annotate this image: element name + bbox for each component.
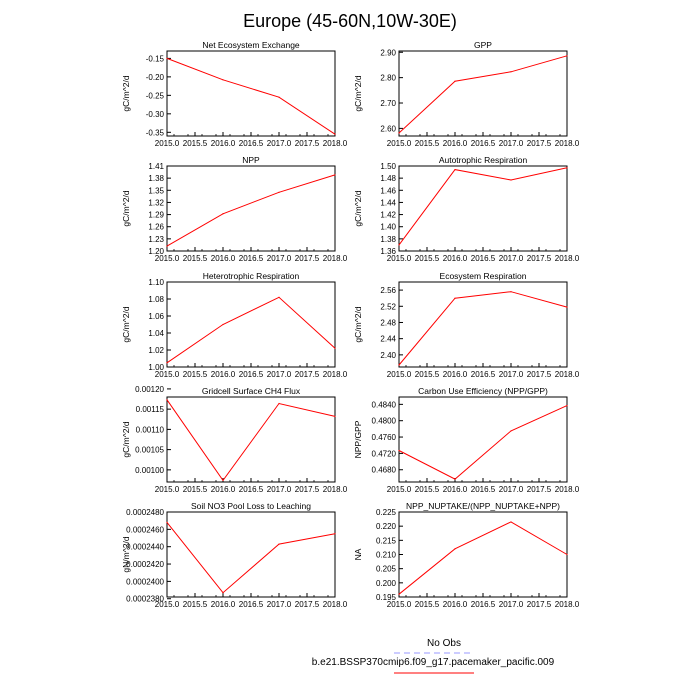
x-tick-label: 2018.0 [554,254,580,263]
y-axis-label: gC/m^2/d [353,190,363,227]
data-point [454,479,455,480]
page-title: Europe (45-60N,10W-30E) [243,11,457,31]
series-line [167,175,335,246]
plot-frame [399,166,567,251]
x-tick-label: 2016.0 [442,600,468,609]
x-tick-label: 2017.5 [526,254,552,263]
x-tick-label: 2018.0 [322,600,348,609]
x-tick-label: 2017.5 [294,370,320,379]
x-tick-label: 2016.5 [470,139,496,148]
chart-panel-2 [353,40,580,148]
x-tick-label: 2015.5 [414,370,440,379]
y-tick-label: 0.00110 [135,425,164,435]
y-tick-label: 1.41 [148,162,164,171]
y-tick-label: 0.00100 [135,465,164,475]
x-tick-label: 2017.0 [498,370,524,379]
legend-model-label: b.e21.BSSP370cmip6.f09_g17.pacemaker_pacific.009 [311,657,555,668]
y-tick-label: 0.210 [375,550,396,560]
x-tick-label: 2015.0 [386,254,412,263]
y-tick-label: 0.220 [375,522,396,532]
y-axis-label: NPP/GPP [353,420,363,459]
series-line [399,406,567,480]
y-tick-label: 0.0002420 [126,560,164,570]
x-tick-label: 2015.5 [182,370,208,379]
panel-title: NPP_NUPTAKE/(NPP_NUPTAKE+NPP) [406,501,560,511]
data-point [510,430,511,431]
data-point [222,480,223,481]
y-tick-label: 0.0002400 [126,577,164,587]
series-line [167,400,335,481]
data-point [334,348,335,349]
x-tick-label: 2018.0 [554,139,580,148]
panel-title: Carbon Use Efficiency (NPP/GPP) [418,386,548,396]
panel-title: Net Ecosystem Exchange [202,40,300,50]
series-line [399,292,567,365]
y-tick-label: -0.20 [145,72,164,82]
x-tick-label: 2017.0 [498,254,524,263]
x-tick-label: 2015.0 [154,254,180,263]
y-tick-label: 0.225 [375,508,396,517]
data-point [454,81,455,82]
y-tick-label: 1.40 [380,222,396,232]
x-tick-label: 2018.0 [554,370,580,379]
x-tick-label: 2016.5 [238,139,264,148]
y-axis-label: NA [353,548,363,561]
y-tick-label: 1.38 [380,234,396,244]
x-tick-label: 2016.5 [238,600,264,609]
chart-panel-1 [121,40,348,148]
plot-frame [399,51,567,136]
y-tick-label: 0.0002380 [126,594,164,604]
y-tick-label: 2.56 [380,286,396,296]
y-axis-label: gC/m^2/d [121,306,131,343]
x-tick-label: 2015.5 [182,254,208,263]
x-tick-label: 2015.0 [154,600,180,609]
data-point [454,169,455,170]
plot-frame [399,512,567,597]
chart-panel-5 [121,271,348,379]
y-tick-label: 1.29 [148,210,164,220]
y-tick-label: 0.00120 [135,384,164,394]
data-point [278,543,279,544]
plot-frame [167,166,335,251]
series-line [399,522,567,594]
data-point [398,594,399,595]
x-tick-label: 2015.0 [154,370,180,379]
x-tick-label: 2018.0 [322,139,348,148]
y-tick-label: 0.195 [375,593,396,602]
x-tick-label: 2015.0 [386,139,412,148]
x-tick-label: 2018.0 [554,485,580,494]
data-point [510,291,511,292]
data-point [510,521,511,522]
y-tick-label: 1.06 [148,312,164,321]
y-tick-label: 0.4720 [371,449,396,459]
x-tick-label: 2018.0 [322,485,348,494]
series-line [167,522,335,592]
x-tick-label: 2017.0 [266,254,292,263]
y-tick-label: 0.205 [375,564,396,574]
x-tick-label: 2016.0 [210,370,236,379]
y-tick-label: 0.4760 [371,433,396,443]
data-point [222,592,223,593]
x-tick-label: 2016.5 [238,485,264,494]
y-tick-label: 2.80 [380,73,396,83]
chart-panel-10 [353,501,580,609]
x-tick-label: 2016.0 [210,485,236,494]
data-point [334,134,335,135]
x-tick-label: 2017.0 [266,370,292,379]
x-tick-label: 2016.5 [470,370,496,379]
chart-panel-6 [353,271,580,379]
y-tick-label: 2.48 [380,318,396,328]
y-tick-label: 2.90 [380,48,396,58]
panel-title: Heterotrophic Respiration [202,271,300,281]
x-tick-label: 2015.0 [154,139,180,148]
x-tick-label: 2017.5 [526,139,552,148]
legend-obs-label: No Obs [427,638,461,649]
y-tick-label: -0.30 [145,109,164,119]
x-tick-label: 2017.0 [266,139,292,148]
y-tick-label: 1.48 [380,174,396,184]
legend [312,638,555,673]
y-tick-label: 0.200 [375,578,396,588]
y-tick-label: 0.4840 [371,400,396,410]
x-tick-label: 2015.5 [182,600,208,609]
y-tick-label: 1.20 [148,247,164,256]
data-point [566,405,567,406]
x-tick-label: 2015.5 [414,254,440,263]
panel-title: Gridcell Surface CH4 Flux [201,386,301,396]
x-tick-label: 2016.0 [442,370,468,379]
y-tick-label: 0.4800 [371,416,396,426]
chart-panel-9 [121,501,348,609]
x-tick-label: 2016.0 [210,254,236,263]
y-tick-label: 0.00115 [135,405,164,415]
x-tick-label: 2018.0 [322,370,348,379]
x-tick-label: 2016.5 [470,485,496,494]
x-tick-label: 2016.0 [442,485,468,494]
x-tick-label: 2017.0 [498,600,524,609]
y-axis-label: gC/m^2/d [121,190,131,227]
x-tick-label: 2016.0 [442,254,468,263]
x-tick-label: 2015.0 [154,485,180,494]
y-axis-label: gC/m^2/d [121,75,131,112]
x-tick-label: 2015.5 [414,600,440,609]
series-line [167,297,335,363]
y-tick-label: 1.50 [380,162,396,171]
x-tick-label: 2017.0 [498,485,524,494]
data-point [566,306,567,307]
data-point [222,79,223,80]
y-tick-label: 0.00105 [135,445,164,455]
data-point [454,548,455,549]
data-point [334,416,335,417]
data-point [222,213,223,214]
data-point [166,246,167,247]
x-tick-label: 2016.5 [470,254,496,263]
chart-panel-7 [121,385,348,494]
y-tick-label: 1.35 [148,186,164,196]
x-tick-label: 2016.5 [238,370,264,379]
y-tick-label: 2.52 [380,302,396,312]
x-tick-label: 2015.0 [386,485,412,494]
data-point [334,174,335,175]
y-tick-label: 0.0002480 [126,508,164,517]
y-tick-label: 1.42 [380,210,396,220]
y-tick-label: 1.36 [380,247,396,256]
data-point [510,71,511,72]
panel-title: NPP [242,155,260,165]
x-tick-label: 2017.5 [526,370,552,379]
x-tick-label: 2015.5 [182,485,208,494]
x-tick-label: 2016.0 [210,139,236,148]
data-point [278,403,279,404]
data-point [278,192,279,193]
y-tick-label: 1.00 [148,363,164,372]
data-point [278,97,279,98]
panel-title: Soil NO3 Pool Loss to Leaching [190,501,312,511]
data-point [398,364,399,365]
y-tick-label: 0.0002460 [126,525,164,535]
data-point [222,324,223,325]
series-line [399,168,567,245]
panels [121,40,580,609]
x-tick-label: 2017.0 [266,485,292,494]
y-tick-label: 1.32 [148,198,164,208]
data-point [166,362,167,363]
data-point [566,554,567,555]
data-point [510,179,511,180]
y-tick-label: 1.46 [380,186,396,196]
panel-title: GPP [474,40,492,50]
panel-title: Ecosystem Respiration [439,271,527,281]
x-tick-label: 2018.0 [322,254,348,263]
x-tick-label: 2017.0 [498,139,524,148]
data-point [566,55,567,56]
y-tick-label: 1.26 [148,222,164,232]
y-tick-label: -0.35 [145,128,164,138]
y-tick-label: 1.23 [148,234,164,244]
data-point [566,167,567,168]
x-tick-label: 2018.0 [554,600,580,609]
chart-panel-8 [353,386,580,494]
x-tick-label: 2015.5 [182,139,208,148]
y-tick-label: 1.38 [148,174,164,184]
series-line [399,56,567,133]
x-tick-label: 2016.5 [470,600,496,609]
x-tick-label: 2017.5 [294,485,320,494]
x-tick-label: 2015.5 [414,139,440,148]
y-axis-label: gC/m^2/d [353,306,363,343]
data-point [334,533,335,534]
y-tick-label: 2.60 [380,124,396,134]
y-tick-label: 0.4680 [371,465,396,475]
x-tick-label: 2016.0 [210,600,236,609]
data-point [454,298,455,299]
y-tick-label: -0.25 [145,91,164,101]
plot-frame [399,397,567,482]
x-tick-label: 2017.5 [294,139,320,148]
data-point [398,450,399,451]
y-tick-label: 1.04 [148,329,164,338]
data-point [166,522,167,523]
x-tick-label: 2017.5 [526,600,552,609]
x-tick-label: 2017.5 [294,600,320,609]
plot-frame [167,282,335,367]
plot-frame [167,397,335,482]
data-point [398,132,399,133]
data-point [166,399,167,400]
x-tick-label: 2017.5 [294,254,320,263]
x-tick-label: 2016.5 [238,254,264,263]
panel-title: Autotrophic Respiration [438,155,528,165]
x-tick-label: 2017.0 [266,600,292,609]
x-tick-label: 2015.0 [386,370,412,379]
chart-panel-4 [353,155,580,263]
y-tick-label: 0.215 [375,536,396,546]
plot-frame [167,51,335,136]
chart-panel-3 [121,155,348,263]
data-point [166,58,167,59]
x-tick-label: 2015.5 [414,485,440,494]
y-axis-label: gC/m^2/d [121,421,131,458]
x-tick-label: 2017.5 [526,485,552,494]
y-tick-label: -0.15 [145,54,164,64]
x-tick-label: 2016.0 [442,139,468,148]
y-tick-label: 2.44 [380,334,396,344]
y-tick-label: 0.0002440 [126,542,164,552]
y-tick-label: 2.40 [380,350,396,360]
y-tick-label: 1.10 [148,278,164,287]
y-axis-label: gC/m^2/d [353,75,363,112]
y-axis-label: gN/m^2/d [121,536,131,573]
series-line [167,58,335,134]
data-point [398,244,399,245]
y-tick-label: 1.44 [380,198,396,208]
y-tick-label: 1.08 [148,295,164,304]
y-tick-label: 2.70 [380,99,396,109]
x-tick-label: 2015.0 [386,600,412,609]
data-point [278,297,279,298]
y-tick-label: 1.02 [148,346,164,355]
